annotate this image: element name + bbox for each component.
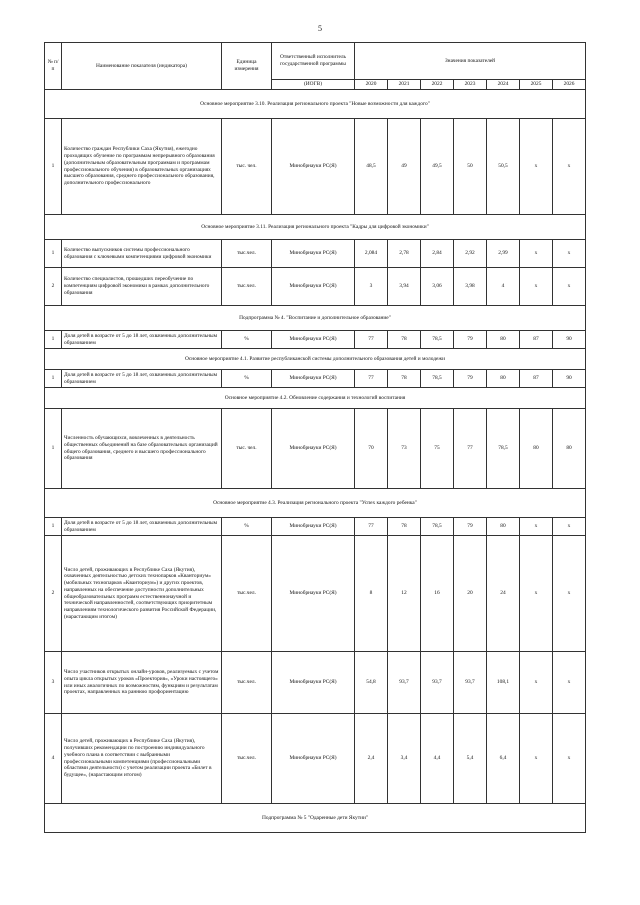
value-cell: 80	[520, 409, 553, 489]
indicator-name: Количество специалистов, прошедших переобучение по компетенциям цифровой экономики в рамках дополнительного образования	[62, 268, 222, 306]
value-cell: 2,84	[421, 240, 454, 268]
table-row	[45, 268, 586, 306]
value-cell: 49	[388, 119, 421, 215]
header-responsible-sub: (ИОГВ)	[272, 80, 355, 90]
unit: тыс.чел.	[222, 536, 272, 652]
value-cell: х	[553, 714, 586, 804]
header-values: Значения показателей	[355, 43, 586, 80]
value-cell: 93,7	[421, 652, 454, 714]
section-title: Подпрограмма № 4. "Воспитание и дополнительное образование"	[45, 306, 586, 331]
row-number: 1	[45, 370, 62, 388]
value-cell: 20	[454, 536, 487, 652]
value-cell: х	[520, 536, 553, 652]
section-row	[45, 215, 586, 240]
table-body	[45, 90, 586, 833]
value-cell: 3,98	[454, 268, 487, 306]
table-row	[45, 331, 586, 349]
value-cell: 78,5	[487, 409, 520, 489]
value-cell: 3,06	[421, 268, 454, 306]
page-number: 5	[318, 24, 322, 33]
table-row	[45, 536, 586, 652]
header-year: 2020	[355, 80, 388, 90]
value-cell: 90	[553, 370, 586, 388]
header-year: 2025	[520, 80, 553, 90]
responsible: Минобрнауки РС(Я)	[272, 119, 355, 215]
section-title: Основное мероприятие 4.2. Обновление содержания и технологий воспитания	[45, 388, 586, 409]
value-cell: 48,5	[355, 119, 388, 215]
value-cell: х	[553, 536, 586, 652]
value-cell: 3,94	[388, 268, 421, 306]
section-row	[45, 388, 586, 409]
row-number: 1	[45, 409, 62, 489]
value-cell: 2,99	[487, 240, 520, 268]
indicator-name: Доля детей в возрасте от 5 до 18 лет, охваченных дополнительным образованием	[62, 331, 222, 349]
value-cell: 54,8	[355, 652, 388, 714]
indicator-name: Количество выпускников системы профессионального образования с ключевыми компетенциями цифровой экономики	[62, 240, 222, 268]
value-cell: 24	[487, 536, 520, 652]
indicators-table	[44, 42, 586, 833]
value-cell: 93,7	[454, 652, 487, 714]
unit: тыс.чел.	[222, 268, 272, 306]
value-cell: 79	[454, 370, 487, 388]
value-cell: х	[520, 119, 553, 215]
row-number: 2	[45, 268, 62, 306]
value-cell: 2,4	[355, 714, 388, 804]
value-cell: х	[553, 119, 586, 215]
value-cell: х	[520, 652, 553, 714]
value-cell: х	[553, 652, 586, 714]
value-cell: 78,5	[421, 370, 454, 388]
value-cell: 108,1	[487, 652, 520, 714]
table-row	[45, 409, 586, 489]
value-cell: 79	[454, 331, 487, 349]
unit: %	[222, 370, 272, 388]
section-row	[45, 349, 586, 370]
value-cell: х	[553, 518, 586, 536]
value-cell: х	[520, 714, 553, 804]
value-cell: х	[553, 268, 586, 306]
indicator-name: Число участников открытых онлайн-уроков, реализуемых с учетом опыта цикла открытых уроков «Проектория», «Уроки настоящего» или иных аналогичных по возможностям, функциям и результатам проектах, направленных на раннюю профориентацию	[62, 652, 222, 714]
indicator-name: Число детей, проживающих в Республике Саха (Якутия), охваченных деятельностью детских технопарков «Кванториум» (мобильных технопарков «Кванториум») и других проектов, направленных на обеспечение доступности дополнительных общеобразовательных программ естественнонаучной и технической направленностей, соответствующих приоритетным направлениям технологического развития Российской Федерации, (нарастающим итогом)	[62, 536, 222, 652]
table-row	[45, 240, 586, 268]
responsible: Минобрнауки РС(Я)	[272, 714, 355, 804]
responsible: Минобрнауки РС(Я)	[272, 331, 355, 349]
value-cell: х	[520, 268, 553, 306]
value-cell: 80	[553, 409, 586, 489]
unit: тыс. чел.	[222, 409, 272, 489]
row-number: 1	[45, 119, 62, 215]
indicator-name: Количество граждан Республики Саха (Якутия), ежегодно проходящих обучение по программам непрерывного образования (дополнительным образовательным программам и программам профессионального обучения) в образовательных организациях высшего образования, среднего профессионального образования, дополнительного профессионального	[62, 119, 222, 215]
value-cell: 2,78	[388, 240, 421, 268]
value-cell: 77	[355, 331, 388, 349]
value-cell: 5,4	[454, 714, 487, 804]
table-row	[45, 652, 586, 714]
responsible: Минобрнауки РС(Я)	[272, 370, 355, 388]
value-cell: 6,4	[487, 714, 520, 804]
value-cell: 50,5	[487, 119, 520, 215]
section-title: Основное мероприятие 4.1. Развитие республиканской системы дополнительного образования детей и молодежи	[45, 349, 586, 370]
value-cell: 3	[355, 268, 388, 306]
value-cell: 50	[454, 119, 487, 215]
responsible: Минобрнауки РС(Я)	[272, 240, 355, 268]
value-cell: 49,5	[421, 119, 454, 215]
section-title: Основное мероприятие 3.11. Реализация регионального проекта "Кадры для цифровой экономики"	[45, 215, 586, 240]
value-cell: 78	[388, 370, 421, 388]
table-row	[45, 518, 586, 536]
responsible: Минобрнауки РС(Я)	[272, 536, 355, 652]
table-row	[45, 714, 586, 804]
value-cell: 3,4	[388, 714, 421, 804]
header-name: Наименование показателя (индикатора)	[62, 43, 222, 90]
row-number: 4	[45, 714, 62, 804]
value-cell: 87	[520, 331, 553, 349]
unit: %	[222, 331, 272, 349]
row-number: 1	[45, 240, 62, 268]
unit: тыс.чел.	[222, 714, 272, 804]
value-cell: 78,5	[421, 518, 454, 536]
value-cell: 77	[355, 518, 388, 536]
value-cell: 4,4	[421, 714, 454, 804]
header-num: № п/п	[45, 43, 62, 90]
value-cell: 80	[487, 331, 520, 349]
table-row	[45, 119, 586, 215]
value-cell: 73	[388, 409, 421, 489]
row-number: 3	[45, 652, 62, 714]
value-cell: 75	[421, 409, 454, 489]
section-row	[45, 306, 586, 331]
unit: %	[222, 518, 272, 536]
value-cell: 2,92	[454, 240, 487, 268]
value-cell: 78	[388, 518, 421, 536]
value-cell: 77	[355, 370, 388, 388]
value-cell: 87	[520, 370, 553, 388]
value-cell: 12	[388, 536, 421, 652]
header-year: 2021	[388, 80, 421, 90]
value-cell: 79	[454, 518, 487, 536]
section-title: Основное мероприятие 4.3. Реализация регионального проекта "Успех каждого ребенка"	[45, 489, 586, 518]
section-title: Подпрограмма № 5 "Одаренные дети Якутии"	[45, 804, 586, 833]
header-unit: Единица измерения	[222, 43, 272, 90]
value-cell: 80	[487, 518, 520, 536]
header-responsible: Ответственный исполнитель государственной программы	[272, 43, 355, 80]
value-cell: х	[520, 240, 553, 268]
value-cell: 2,084	[355, 240, 388, 268]
value-cell: х	[553, 240, 586, 268]
unit: тыс.чел.	[222, 240, 272, 268]
table-row	[45, 370, 586, 388]
value-cell: 78	[388, 331, 421, 349]
unit: тыс.чел.	[222, 652, 272, 714]
responsible: Минобрнауки РС(Я)	[272, 652, 355, 714]
value-cell: 80	[487, 370, 520, 388]
responsible: Минобрнауки РС(Я)	[272, 268, 355, 306]
section-row	[45, 804, 586, 833]
responsible: Минобрнауки РС(Я)	[272, 409, 355, 489]
value-cell: 78,5	[421, 331, 454, 349]
indicator-name: Число детей, проживающих в Республике Саха (Якутия), получивших рекомендации по построению индивидуального учебного плана в соответствии с выбранными профессиональными компетенциями (профессиональными областями деятельности) с учетом реализации проекта «Билет в будущее», (нарастающим итогом)	[62, 714, 222, 804]
value-cell: х	[520, 518, 553, 536]
section-row	[45, 90, 586, 119]
unit: тыс. чел.	[222, 119, 272, 215]
value-cell: 4	[487, 268, 520, 306]
value-cell: 70	[355, 409, 388, 489]
header-year: 2023	[454, 80, 487, 90]
row-number: 2	[45, 536, 62, 652]
responsible: Минобрнауки РС(Я)	[272, 518, 355, 536]
indicator-name: Доля детей в возрасте от 5 до 18 лет, охваченных дополнительным образованием	[62, 370, 222, 388]
value-cell: 93,7	[388, 652, 421, 714]
row-number: 1	[45, 331, 62, 349]
section-title: Основное мероприятие 3.10. Реализация регионального проекта "Новые возможности для каждого"	[45, 90, 586, 119]
row-number: 1	[45, 518, 62, 536]
section-row	[45, 489, 586, 518]
value-cell: 77	[454, 409, 487, 489]
value-cell: 8	[355, 536, 388, 652]
value-cell: 16	[421, 536, 454, 652]
value-cell: 90	[553, 331, 586, 349]
header-year: 2024	[487, 80, 520, 90]
header-year: 2026	[553, 80, 586, 90]
indicator-name: Доля детей в возрасте от 5 до 18 лет, охваченных дополнительным образованием	[62, 518, 222, 536]
indicator-name: Численность обучающихся, вовлеченных в деятельность общественных объединений на базе образовательных организаций общего образования, среднего и высшего профессионального образования	[62, 409, 222, 489]
header-year: 2022	[421, 80, 454, 90]
